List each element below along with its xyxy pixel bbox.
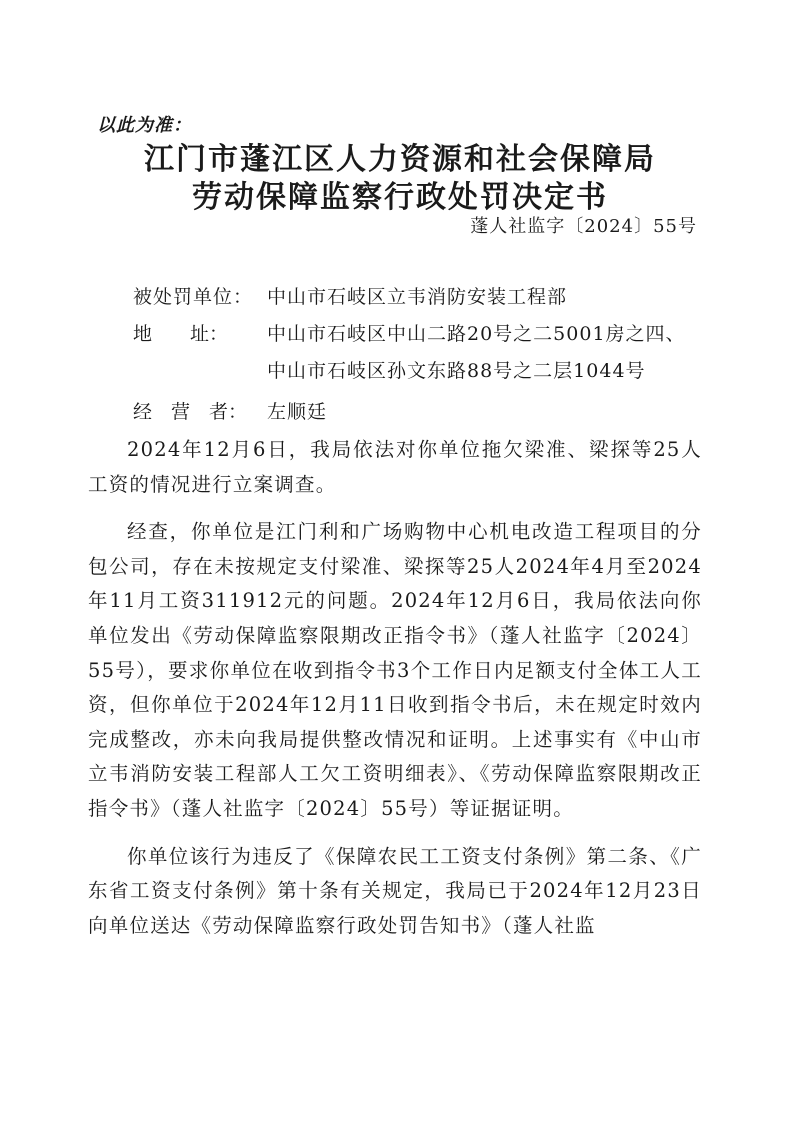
penalized-party-field: [133, 282, 567, 309]
handwritten-note: 以此为准：: [97, 115, 192, 136]
operator-value: 左顺廷: [267, 401, 328, 423]
paragraph-violation: 你单位该行为违反了《保障农民工工资支付条例》第二条、《广东省工资支付条例》第十条有关规定，我局已于2024年12月23日向单位送达《劳动保障监察行政处罚告知书》（蓬人社监: [88, 844, 702, 937]
address-line-1: 中山市石岐区中山二路20号之二5001房之四、: [267, 323, 686, 345]
paragraph-filing: 2024年12月6日，我局依法对你单位拖欠梁准、梁探等25人工资的情况进行立案调查。: [88, 438, 702, 496]
document-body: [88, 433, 702, 943]
operator-label: 经 营 者：: [133, 401, 248, 423]
document-title: 劳动保障监察行政处罚决定书: [192, 180, 608, 215]
document-number: 蓬人社监字〔2024〕55号: [470, 216, 697, 237]
operator-field: [133, 397, 327, 424]
address-field: [133, 319, 686, 346]
paragraph-findings: 经查，你单位是江门利和广场购物中心机电改造工程项目的分包公司，存在未按规定支付梁准、梁探等25人2024年4月至2024年11月工资311912元的问题。2024年12月6日，我局依法向你单位发出《劳动保障监察限期改正指令书》（蓬人社监字〔2024〕55号），要求你单位在收到指令书3个工作日内足额支付全体工人工资，但你单位于2024年12月11日收到指令书后，未在规定时效内完成整改，亦未向我局提供整改情况和证明。上述事实有《中山市立韦消防安装工程部人工欠工资明细表》、《劳动保障监察限期改正指令书》（蓬人社监字〔2024〕55号）等证据证明。: [88, 520, 702, 820]
penalized-party-label: 被处罚单位：: [133, 286, 254, 308]
issuing-authority-title: 江门市蓬江区人力资源和社会保障局: [144, 142, 656, 177]
address-label: 地 址：: [133, 323, 229, 345]
penalized-party-value: 中山市石岐区立韦消防安装工程部: [267, 286, 568, 308]
address-line-2: 中山市石岐区孙文东路88号之二层1044号: [267, 360, 646, 382]
